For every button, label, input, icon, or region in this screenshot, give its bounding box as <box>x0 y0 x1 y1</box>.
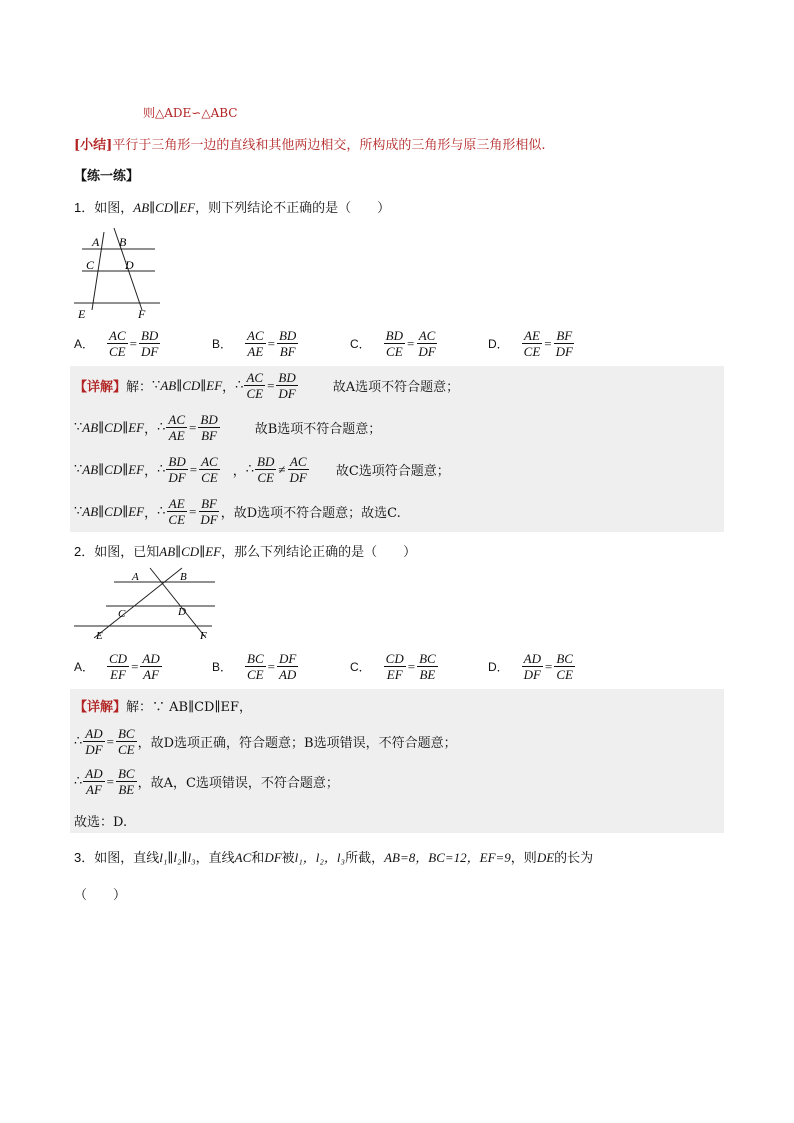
therefore-symbol: ∴ <box>157 462 166 477</box>
denominator: CE <box>117 742 135 757</box>
equals-sign: = <box>267 377 275 393</box>
not-equal-sign: ≠ <box>278 461 286 477</box>
q3-text: 的长为 <box>554 851 594 866</box>
q3-parallel-condition: l₁∥l₂∥l₃ <box>159 850 196 865</box>
because-symbol: ∵ <box>152 378 161 393</box>
denominator: CE <box>247 667 264 682</box>
q1-explanation-line-4 <box>74 496 401 527</box>
numerator: AC <box>289 454 307 469</box>
equals-sign: = <box>544 335 552 351</box>
fraction <box>198 412 219 443</box>
numerator: AD <box>85 726 103 741</box>
fraction <box>245 651 266 682</box>
fraction <box>554 651 575 682</box>
denominator: BE <box>118 782 135 797</box>
q3-text: 如图，直线 <box>94 851 160 866</box>
detail-tag: 【详解】 <box>74 380 127 395</box>
intro-line <box>143 104 237 121</box>
q2-figure <box>72 566 220 644</box>
numerator: BC <box>419 651 436 666</box>
q3-text: 和 <box>251 851 265 866</box>
q2-explanation-line-3 <box>74 766 339 797</box>
conclusion-text: 故B选项不符合题意； <box>254 422 382 437</box>
therefore-symbol: ∴ <box>74 734 83 749</box>
denominator: CE <box>523 344 541 359</box>
q1-option-c-label: C． <box>350 337 371 351</box>
q1-label-c: C <box>86 258 95 272</box>
q3-text: 被 <box>281 851 295 866</box>
q2-label-b: B <box>180 571 187 583</box>
detail-tag: 【详解】 <box>74 700 127 715</box>
fraction <box>83 726 104 757</box>
because-symbol: ∵ <box>74 504 83 519</box>
fraction <box>166 496 187 527</box>
condition: AB∥CD∥EF <box>160 377 223 393</box>
numerator: AC <box>246 370 264 385</box>
therefore-symbol: ∴ <box>245 462 255 477</box>
q2-option-a-label: A． <box>74 660 95 674</box>
conclusion-text: ，故A，C选项错误，不符合题意； <box>137 776 339 791</box>
denominator: AF <box>143 667 160 682</box>
equals-sign: = <box>106 773 114 789</box>
q3-text: ，直线 <box>195 851 235 866</box>
numerator: BD <box>200 412 218 427</box>
denominator: CE <box>386 344 403 359</box>
equals-sign: = <box>189 419 197 435</box>
q2-option-d-label: D． <box>488 660 509 674</box>
q1-label-e: E <box>78 307 86 320</box>
numerator: AE <box>168 496 185 511</box>
numerator: BD <box>140 328 159 343</box>
fraction <box>522 328 543 359</box>
fraction <box>199 454 220 485</box>
fraction <box>116 766 137 797</box>
q2-answer <box>74 811 127 830</box>
q1-option-b[interactable] <box>212 328 299 359</box>
comma: ， <box>222 380 236 395</box>
denominator: CE <box>201 470 218 485</box>
q2-post: ，那么下列结论正确的是（ ） <box>221 545 417 560</box>
q1-stem <box>74 197 390 216</box>
numerator: AE <box>524 328 540 343</box>
condition: AB∥CD∥EF <box>82 503 145 519</box>
q1-option-d[interactable] <box>488 328 576 359</box>
fraction <box>116 726 137 757</box>
q2-label-e: E <box>96 630 103 642</box>
q2-label-a: A <box>132 571 139 583</box>
q1-option-a-label: A． <box>74 337 95 351</box>
denominator: CE <box>556 667 573 682</box>
numerator: BF <box>556 328 573 343</box>
conclusion-text: 故C选项符合题意； <box>335 464 450 479</box>
therefore-symbol: ∴ <box>157 420 166 435</box>
q2-explanation-line-1 <box>74 696 252 715</box>
fraction <box>522 651 543 682</box>
q3-text: ，则 <box>510 851 537 866</box>
denominator: EF <box>386 667 403 682</box>
denominator: DF <box>168 470 186 485</box>
fraction <box>139 328 160 359</box>
because-symbol: ∵ <box>74 462 83 477</box>
denominator: DF <box>85 742 103 757</box>
q2-label-f: F <box>200 630 207 642</box>
q2-option-b-label: B． <box>212 660 233 674</box>
q2-transversal-af <box>150 568 206 638</box>
comma: ， <box>232 464 246 479</box>
denominator: BE <box>419 667 436 682</box>
fraction <box>277 651 298 682</box>
q3-answer-paren[interactable]: （ ） <box>74 888 127 903</box>
intro-prefix: 则 <box>143 106 156 120</box>
intro-conclusion: △ADE∽△ABC <box>155 106 238 120</box>
numerator: BD <box>385 328 404 343</box>
q2-condition: AB∥CD∥EF <box>159 544 222 559</box>
q2-option-b[interactable] <box>212 651 299 682</box>
numerator: BC <box>556 651 573 666</box>
q1-explanation-line-1 <box>74 370 459 401</box>
solution-premise: 解：∵ AB∥CD∥EF， <box>126 700 252 715</box>
denominator: DF <box>289 470 307 485</box>
q2-option-a[interactable] <box>74 651 163 682</box>
equals-sign: = <box>189 461 198 477</box>
practice-heading: 【练一练】 <box>74 169 140 184</box>
solution-label: 解： <box>126 380 153 395</box>
denominator: AF <box>86 782 102 797</box>
comma: ， <box>144 422 158 437</box>
equals-sign: = <box>267 335 275 351</box>
q2-option-d[interactable] <box>488 651 576 682</box>
fraction <box>255 454 276 485</box>
q3-text: 所截， <box>345 851 385 866</box>
conclusion-text: ，故D选项正确，符合题意；B选项错误，不符合题意； <box>137 736 457 751</box>
q2-stem <box>74 541 416 560</box>
equals-sign: = <box>407 335 415 351</box>
fraction <box>107 328 128 359</box>
fraction <box>277 328 298 359</box>
numerator: BC <box>117 726 135 741</box>
denominator: CE <box>246 386 264 401</box>
q1-explanation-line-3 <box>74 454 450 485</box>
denominator: CE <box>168 512 186 527</box>
therefore-symbol: ∴ <box>157 504 166 519</box>
q3-number: 3． <box>74 850 95 865</box>
comma: ， <box>144 506 158 521</box>
numerator: AD <box>142 651 160 666</box>
q2-option-c[interactable] <box>350 651 439 682</box>
q1-figure <box>72 226 162 320</box>
comma: ， <box>144 464 158 479</box>
fraction <box>244 370 265 401</box>
equals-sign: = <box>129 335 137 351</box>
equals-sign: = <box>267 658 275 674</box>
fraction <box>384 651 406 682</box>
fraction <box>140 651 161 682</box>
q3-line-ac: AC <box>234 850 252 865</box>
q2-explanation-line-2 <box>74 726 457 757</box>
numerator: BD <box>257 454 275 469</box>
q3-stem <box>74 847 593 866</box>
denominator: DF <box>555 344 573 359</box>
q1-option-c[interactable] <box>350 328 439 359</box>
condition: AB∥CD∥EF <box>82 461 145 477</box>
denominator: DF <box>523 667 542 682</box>
fraction <box>417 651 438 682</box>
fraction <box>245 328 266 359</box>
summary <box>74 134 545 153</box>
fraction <box>166 412 187 443</box>
denominator: DF <box>418 344 436 359</box>
numerator: AC <box>109 328 126 343</box>
numerator: CD <box>109 651 128 666</box>
fraction <box>416 328 437 359</box>
denominator: AD <box>278 667 297 682</box>
q2-pre: 如图，已知 <box>94 545 160 560</box>
conclusion-text: ，故D选项不符合题意；故选C. <box>220 506 401 521</box>
q1-explanation-line-2 <box>74 412 381 443</box>
denominator: CE <box>257 470 275 485</box>
summary-tag: [小结] <box>74 138 113 153</box>
numerator: AC <box>418 328 436 343</box>
fraction <box>107 651 129 682</box>
fraction <box>276 370 297 401</box>
denominator: AE <box>247 344 264 359</box>
equals-sign: = <box>545 658 553 674</box>
numerator: AC <box>247 328 264 343</box>
fraction <box>83 766 104 797</box>
q1-option-a[interactable] <box>74 328 161 359</box>
numerator: CD <box>385 651 404 666</box>
equals-sign: = <box>407 658 416 674</box>
q1-label-f: F <box>138 307 146 320</box>
denominator: DF <box>140 344 159 359</box>
q1-option-b-label: B． <box>212 337 233 351</box>
q1-pre: 如图， <box>94 201 134 216</box>
denominator: EF <box>110 667 126 682</box>
q1-condition: AB∥CD∥EF <box>133 200 196 215</box>
answer-text: 故选：D. <box>74 815 128 830</box>
q3-line-list: l₁，l₂，l₃ <box>294 850 346 865</box>
numerator: BD <box>168 454 186 469</box>
therefore-symbol: ∴ <box>74 774 83 789</box>
denominator: DF <box>200 512 218 527</box>
summary-text: 平行于三角形一边的直线和其他两边相交，所构成的三角形与原三角形相似. <box>112 138 546 153</box>
q3-line-df: DF <box>264 850 282 865</box>
equals-sign: = <box>189 503 197 519</box>
condition: AB∥CD∥EF <box>82 419 145 435</box>
numerator: DF <box>278 651 297 666</box>
numerator: BD <box>278 370 296 385</box>
fraction <box>166 454 187 485</box>
numerator: AC <box>201 454 218 469</box>
numerator: BC <box>247 651 264 666</box>
q2-number: 2． <box>74 544 95 559</box>
fraction <box>288 454 309 485</box>
fraction <box>384 328 405 359</box>
equals-sign: = <box>106 733 114 749</box>
q2-label-c: C <box>118 608 126 620</box>
numerator: BC <box>117 766 135 781</box>
numerator: BD <box>278 328 297 343</box>
therefore-symbol: ∴ <box>235 378 244 393</box>
q1-label-d: D <box>125 258 134 272</box>
denominator: AE <box>168 428 185 443</box>
q1-option-d-label: D． <box>488 337 509 351</box>
fraction <box>554 328 575 359</box>
denominator: BF <box>201 428 217 443</box>
q3-given-lengths: AB=8，BC=12，EF=9 <box>384 850 511 865</box>
fraction <box>198 496 219 527</box>
because-symbol: ∵ <box>74 420 83 435</box>
denominator: BF <box>279 344 296 359</box>
q1-label-a: A <box>92 235 100 249</box>
q2-label-d: D <box>178 606 186 618</box>
numerator: AD <box>523 651 542 666</box>
numerator: BF <box>201 496 217 511</box>
q1-label-b: B <box>119 235 127 249</box>
numerator: AD <box>85 766 103 781</box>
denominator: DF <box>278 386 296 401</box>
q2-option-c-label: C． <box>350 660 371 674</box>
denominator: CE <box>109 344 126 359</box>
equals-sign: = <box>131 658 139 674</box>
numerator: AC <box>168 412 186 427</box>
conclusion-text: 故A选项不符合题意； <box>332 380 460 395</box>
q1-post: ，则下列结论不正确的是（ ） <box>195 201 391 216</box>
q1-number: 1． <box>74 200 95 215</box>
q3-target-segment: DE <box>536 850 555 865</box>
